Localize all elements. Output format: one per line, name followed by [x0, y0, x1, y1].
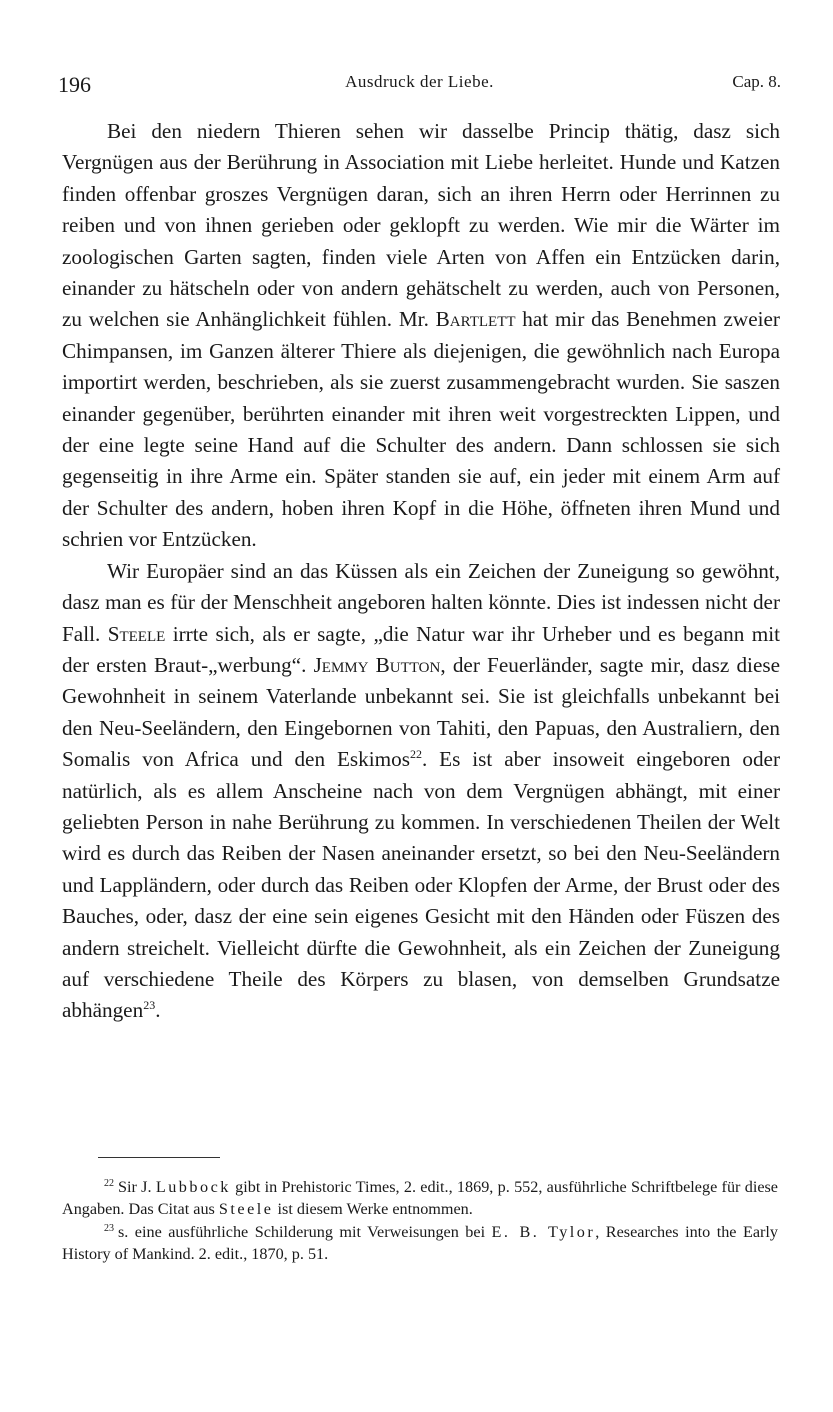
footnotes: [62, 1176, 778, 1266]
footnote-ref-22: 22: [409, 747, 422, 762]
footnote-23-text-b: , Researches into the Early History of Mankind. 2. edit., 1870, p. 51.: [62, 1222, 779, 1264]
running-title: Ausdruck der Liebe.: [345, 72, 494, 91]
page-header: [58, 68, 781, 98]
main-text: [62, 116, 780, 1027]
footnote-ref-23: 23: [143, 998, 156, 1013]
footnote-22-text-c: ist diesem Werke entnommen.: [273, 1200, 473, 1219]
page-number: 196: [58, 72, 91, 97]
author-steele: Steele: [218, 1200, 274, 1219]
footnote-number: 22: [104, 1178, 114, 1189]
name-jemmy-button: Jemmy Button: [313, 652, 441, 677]
paragraph-2: [62, 556, 780, 1027]
footnote-23-text-a: s. eine ausführliche Schilderung mit Verweisungen bei: [118, 1222, 492, 1241]
paragraph-2-text-c: , der Feuerländer, sagte mir, dasz diese Gewohnheit in seinem Vaterlande unbekannt sei. Sie ist gleichfalls unbekannt bei den Neu-Seeländern, den Eingebornen von Tahiti, den Papuas, den Australiern, den Somalis von Africa und den Eskimos: [62, 652, 780, 772]
paragraph-2-text-b: irrte sich, als er sagte, „die Natur war ihr Urheber und es begann mit der ersten Braut-„werbung“.: [62, 621, 780, 677]
paragraph-1-text-b: hat mir das Benehmen zweier Chimpansen, im Ganzen älterer Thiere als diejenigen, die gewöhnlich nach Europa importirt werden, beschrieben, als sie zuerst zusammengebracht wurden. Sie saszen einander gegenüber, berührten einander mit ihren weit vorgestreckten Lippen, und der eine legte seine Hand auf die Schulter des andern. Dann schlossen sie sich gegenseitig in ihre Arme ein. Später standen sie auf, ein jeder mit einem Arm auf der Schulter des andern, hoben ihren Kopf in die Höhe, öffneten ihren Mund und schrien vor Entzücken.: [62, 307, 780, 552]
paragraph-2-text-d: . Es ist aber insoweit eingeboren oder natürlich, als es allem Anscheine nach von dem Vergnügen abhängt, mit einer geliebten Person in nahe Berührung zu kommen. In verschiedenen Theilen der Welt wird es durch das Reiben der Nasen aneinander ersetzt, so bei den Neu-Seeländern und Lappländern, oder durch das Reiben oder Klopfen der Arme, der Brust oder des Bauches, oder, dasz der eine sein eigenes Gesicht mit den Händen oder Füszen des andern streichelt. Vielleicht dürfte die Gewohnheit, als ein Zeichen der Zuneigung auf verschiedene Theile des Körpers zu blasen, von demselben Grundsatze abhängen: [62, 747, 781, 1023]
paragraph-2-text-e: .: [155, 998, 161, 1023]
footnote-22: [62, 1176, 778, 1221]
paragraph-1-text-a: Bei den niedern Thieren sehen wir dasselbe Princip thätig, dasz sich Vergnügen aus der Berührung in Association mit Liebe herleitet. Hunde und Katzen finden offenbar groszes Vergnügen daran, sich an ihren Herrn oder Herrinnen zu reiben und von ihnen gerieben oder geklopft zu werden. Wie mir die Wärter im zoologischen Garten sagten, finden viele Arten von Affen ein Entzücken darin, einander zu hätscheln oder von andern gehätschelt zu werden, auch von Personen, zu welchen sie Anhänglichkeit fühlen. Mr.: [62, 119, 780, 332]
footnote-22-text-a: Sir J.: [118, 1178, 156, 1196]
paragraph-1: [62, 116, 780, 556]
footnote-separator: [98, 1157, 220, 1158]
name-steele: Steele: [107, 621, 166, 646]
footnote-23: [62, 1221, 778, 1266]
author-tylor: E. B. Tylor: [491, 1222, 596, 1241]
name-bartlett: Bartlett: [435, 307, 516, 332]
author-lubbock: Lubbock: [155, 1178, 231, 1196]
footnote-number: 23: [104, 1222, 114, 1234]
paragraph-2-text-a: Wir Europäer sind an das Küssen als ein Zeichen der Zuneigung so gewöhnt, dasz man es für der Menschheit angeboren halten könnte. Dies ist indessen nicht der Fall.: [62, 558, 780, 646]
chapter-label: Cap. 8.: [732, 72, 781, 91]
footnote-22-text-b: gibt in Prehistoric Times, 2. edit., 1869, p. 552, ausführliche Schriftbelege für diese Angaben. Das Citat aus: [62, 1178, 778, 1219]
